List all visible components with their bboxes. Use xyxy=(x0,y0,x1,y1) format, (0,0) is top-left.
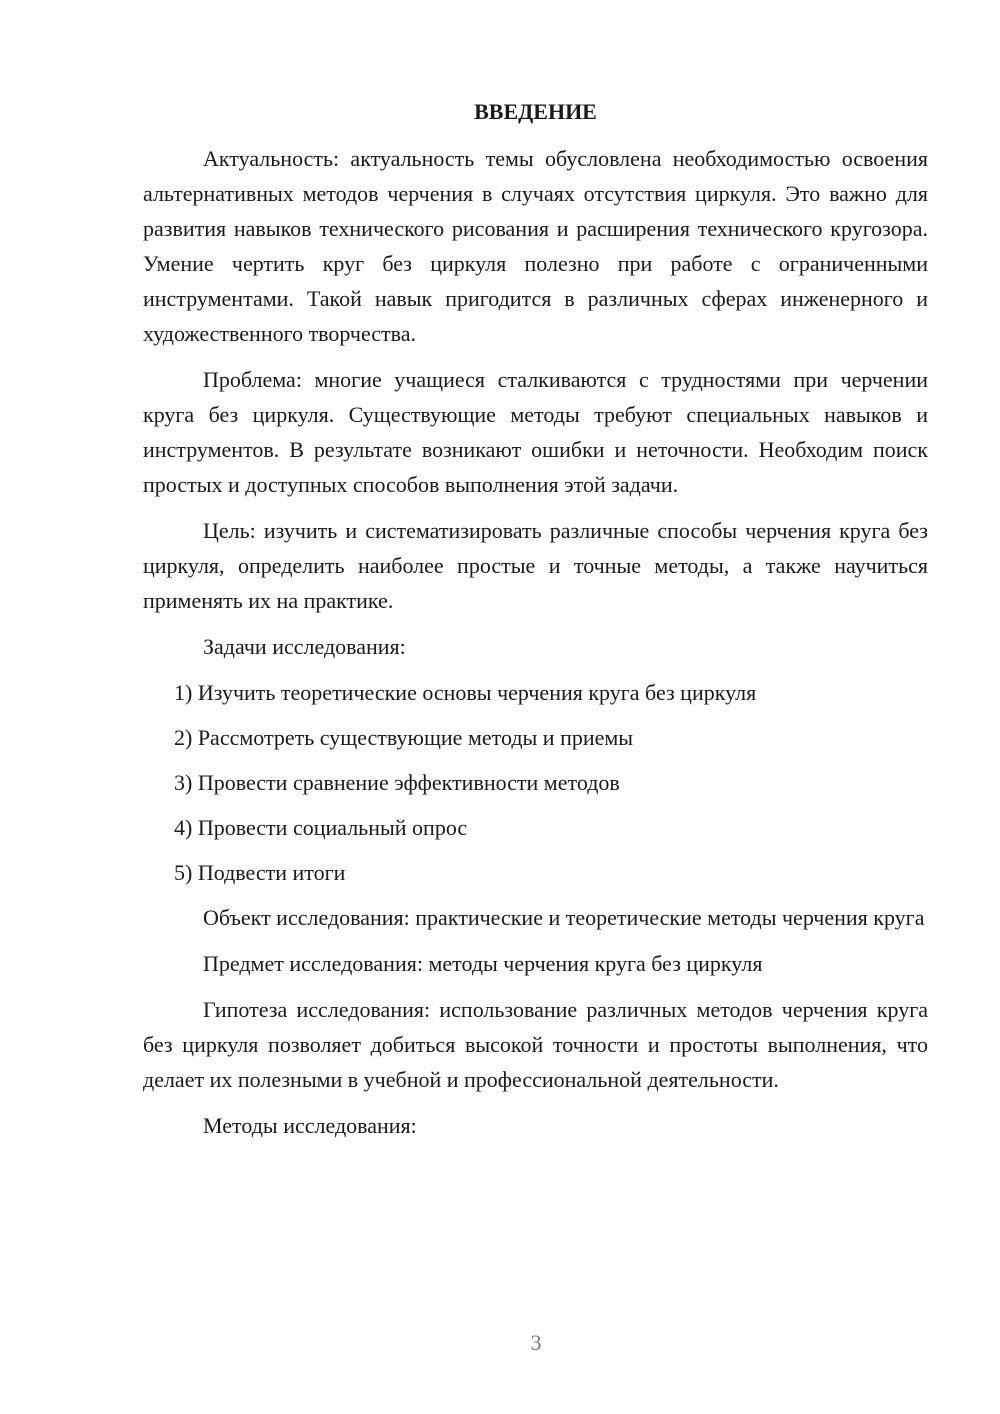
goal-paragraph: Цель: изучить и систематизировать различные способы черчения круга без циркуля, определить наиболее простые и точные методы, а также научиться применять их на практике. xyxy=(143,518,928,613)
document-page xyxy=(143,94,928,1154)
section-title: ВВЕДЕНИЕ xyxy=(474,99,597,124)
list-item: 1) Изучить теоретические основы черчения круга без циркуля xyxy=(174,680,757,705)
tasks-list xyxy=(143,675,928,890)
list-item: 2) Рассмотреть существующие методы и приемы xyxy=(174,725,634,750)
problem-paragraph: Проблема: многие учащиеся сталкиваются с трудностями при черчении круга без циркуля. Существующие методы требуют специальных навыков и инструментов. В результате возникают ошибки и неточности. Необходим поиск простых и доступных способов выполнения этой задачи. xyxy=(143,367,928,497)
object-paragraph: Объект исследования: практические и теоретические методы черчения круга xyxy=(203,905,925,930)
methods-heading: Методы исследования: xyxy=(203,1113,417,1138)
page-number: 3 xyxy=(530,1330,542,1355)
tasks-heading: Задачи исследования: xyxy=(203,634,406,659)
list-item: 5) Подвести итоги xyxy=(174,860,346,885)
list-item: 3) Провести сравнение эффективности методов xyxy=(174,770,620,795)
subject-paragraph: Предмет исследования: методы черчения круга без циркуля xyxy=(203,951,763,976)
list-item: 4) Провести социальный опрос xyxy=(174,815,468,840)
hypothesis-paragraph: Гипотеза исследования: использование различных методов черчения круга без циркуля позволяет добиться высокой точности и простоты выполнения, что делает их полезными в учебной и профессиональной деятельности. xyxy=(143,997,928,1092)
relevance-paragraph: Актуальность: актуальность темы обусловлена необходимостью освоения альтернативных методов черчения в случаях отсутствия циркуля. Это важно для развития навыков технического рисования и расширения технического кругозора. Умение чертить круг без циркуля полезно при работе с ограниченными инструментами. Такой навык пригодится в различных сферах инженерного и художественного творчества. xyxy=(143,146,928,346)
